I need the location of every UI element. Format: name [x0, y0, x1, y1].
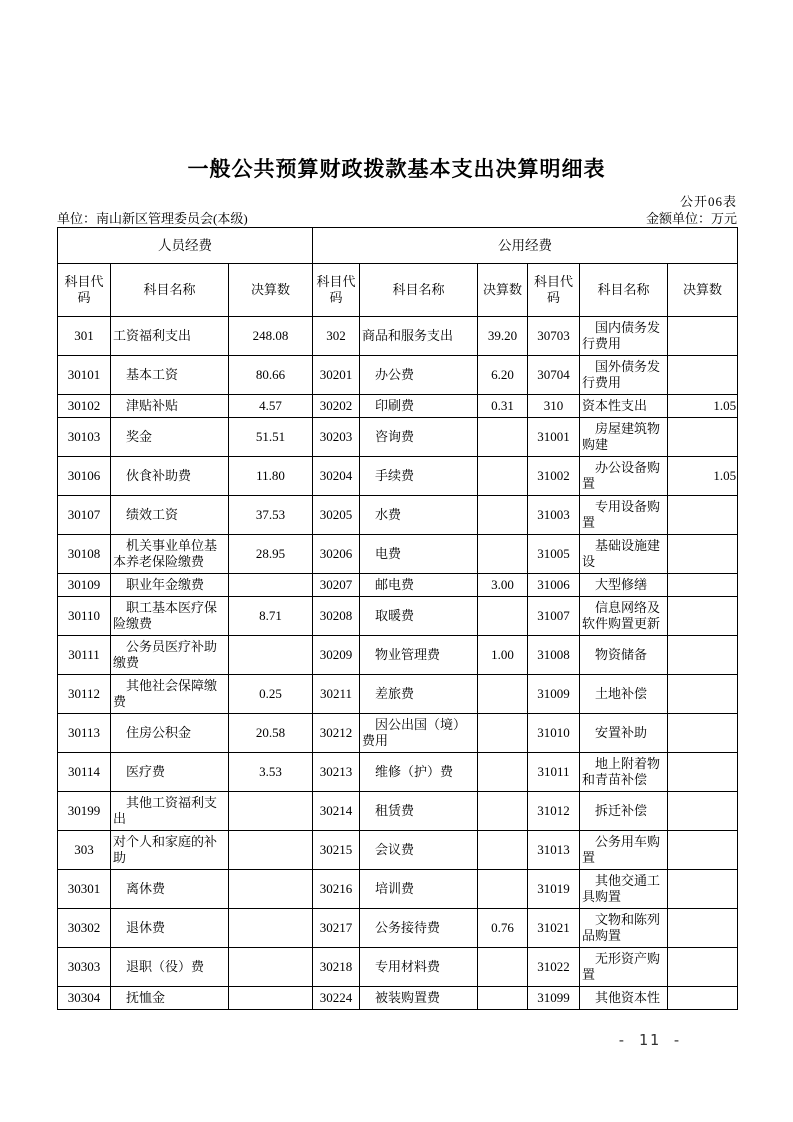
subject-name-cell: 机关事业单位基本养老保险缴费 — [111, 535, 229, 574]
subject-code-cell: 30106 — [58, 457, 111, 496]
amount-cell — [668, 753, 738, 792]
amount-cell: 248.08 — [229, 317, 313, 356]
subject-code-cell: 31007 — [528, 597, 580, 636]
amount-cell — [229, 870, 313, 909]
subject-code-cell: 30110 — [58, 597, 111, 636]
subject-name-cell: 咨询费 — [360, 418, 478, 457]
amount-cell — [478, 457, 528, 496]
subject-name-cell: 公务用车购置 — [580, 831, 668, 870]
amount-cell — [229, 987, 313, 1010]
amount-cell: 51.51 — [229, 418, 313, 457]
subject-code-cell: 31099 — [528, 987, 580, 1010]
amount-cell — [478, 496, 528, 535]
subject-name-cell: 安置补助 — [580, 714, 668, 753]
subject-code-cell: 302 — [313, 317, 360, 356]
amount-cell — [478, 675, 528, 714]
column-header-code-1: 科目代码 — [58, 264, 111, 317]
subject-code-cell: 30214 — [313, 792, 360, 831]
subject-code-cell: 30215 — [313, 831, 360, 870]
amount-cell — [668, 987, 738, 1010]
amount-cell — [478, 870, 528, 909]
amount-cell — [668, 574, 738, 597]
subject-name-cell: 地上附着物和青苗补偿 — [580, 753, 668, 792]
amount-cell — [229, 831, 313, 870]
amount-cell — [668, 496, 738, 535]
table-row — [58, 636, 738, 675]
subject-name-cell: 手续费 — [360, 457, 478, 496]
subject-code-cell: 30107 — [58, 496, 111, 535]
subject-name-cell: 其他社会保障缴费 — [111, 675, 229, 714]
subject-name-cell: 大型修缮 — [580, 574, 668, 597]
subject-name-cell: 差旅费 — [360, 675, 478, 714]
subject-code-cell: 30206 — [313, 535, 360, 574]
subject-name-cell: 租赁费 — [360, 792, 478, 831]
subject-name-cell: 取暖费 — [360, 597, 478, 636]
subject-code-cell: 30302 — [58, 909, 111, 948]
subject-code-cell: 31019 — [528, 870, 580, 909]
subject-name-cell: 物资储备 — [580, 636, 668, 675]
column-header-code-3: 科目代码 — [528, 264, 580, 317]
amount-unit-label: 金额单位：万元 — [645, 211, 737, 226]
subject-code-cell: 30103 — [58, 418, 111, 457]
table-row — [58, 317, 738, 356]
subject-code-cell: 30212 — [313, 714, 360, 753]
subject-code-cell: 31002 — [528, 457, 580, 496]
subject-name-cell: 邮电费 — [360, 574, 478, 597]
subject-code-cell: 30224 — [313, 987, 360, 1010]
subject-code-cell: 301 — [58, 317, 111, 356]
table-body — [58, 317, 738, 1010]
group-header-personnel: 人员经费 — [58, 228, 313, 264]
subject-code-cell: 30207 — [313, 574, 360, 597]
subject-name-cell: 资本性支出 — [580, 395, 668, 418]
subject-name-cell: 其他工资福利支出 — [111, 792, 229, 831]
amount-cell — [229, 792, 313, 831]
subject-name-cell: 无形资产购置 — [580, 948, 668, 987]
subject-name-cell: 维修（护）费 — [360, 753, 478, 792]
subject-name-cell: 因公出国（境）费用 — [360, 714, 478, 753]
table-row — [58, 597, 738, 636]
subject-name-cell: 其他交通工具购置 — [580, 870, 668, 909]
subject-code-cell: 31022 — [528, 948, 580, 987]
amount-cell: 28.95 — [229, 535, 313, 574]
subject-name-cell: 工资福利支出 — [111, 317, 229, 356]
amount-cell: 3.00 — [478, 574, 528, 597]
subject-code-cell: 30101 — [58, 356, 111, 395]
subject-name-cell: 公务员医疗补助缴费 — [111, 636, 229, 675]
expenditure-table — [57, 227, 738, 1010]
table-row — [58, 535, 738, 574]
meta-row — [57, 208, 737, 227]
subject-code-cell: 31001 — [528, 418, 580, 457]
amount-cell: 80.66 — [229, 356, 313, 395]
group-header-row — [58, 228, 738, 264]
subject-name-cell: 职业年金缴费 — [111, 574, 229, 597]
amount-cell — [478, 753, 528, 792]
amount-cell — [478, 948, 528, 987]
amount-cell — [229, 574, 313, 597]
subject-code-cell: 30202 — [313, 395, 360, 418]
subject-name-cell: 土地补偿 — [580, 675, 668, 714]
subject-code-cell: 30217 — [313, 909, 360, 948]
amount-cell — [668, 870, 738, 909]
subject-name-cell: 拆迁补偿 — [580, 792, 668, 831]
table-row — [58, 714, 738, 753]
amount-cell — [668, 792, 738, 831]
table-row — [58, 418, 738, 457]
amount-cell — [668, 535, 738, 574]
subject-code-cell: 31021 — [528, 909, 580, 948]
amount-cell — [478, 831, 528, 870]
subject-code-cell: 30208 — [313, 597, 360, 636]
subject-name-cell: 离休费 — [111, 870, 229, 909]
subject-name-cell: 办公设备购置 — [580, 457, 668, 496]
subject-code-cell: 30109 — [58, 574, 111, 597]
subject-name-cell: 会议费 — [360, 831, 478, 870]
subject-name-cell: 房屋建筑物购建 — [580, 418, 668, 457]
amount-cell — [668, 356, 738, 395]
column-header-row — [58, 264, 738, 317]
subject-name-cell: 绩效工资 — [111, 496, 229, 535]
subject-name-cell: 专用设备购置 — [580, 496, 668, 535]
table-row — [58, 395, 738, 418]
subject-name-cell: 伙食补助费 — [111, 457, 229, 496]
subject-name-cell: 被装购置费 — [360, 987, 478, 1010]
subject-code-cell: 30114 — [58, 753, 111, 792]
column-header-value-2: 决算数 — [478, 264, 528, 317]
amount-cell: 37.53 — [229, 496, 313, 535]
subject-name-cell: 公务接待费 — [360, 909, 478, 948]
subject-code-cell: 31003 — [528, 496, 580, 535]
page-title: 一般公共预算财政拨款基本支出决算明细表 — [187, 158, 606, 181]
unit-label: 单位：南山新区管理委员会(本级) — [57, 211, 248, 226]
subject-code-cell: 30201 — [313, 356, 360, 395]
amount-cell — [668, 317, 738, 356]
subject-code-cell: 31006 — [528, 574, 580, 597]
subject-code-cell: 30216 — [313, 870, 360, 909]
subject-code-cell: 30113 — [58, 714, 111, 753]
subject-name-cell: 水费 — [360, 496, 478, 535]
subject-name-cell: 住房公积金 — [111, 714, 229, 753]
subject-code-cell: 31011 — [528, 753, 580, 792]
column-header-value-1: 决算数 — [229, 264, 313, 317]
amount-cell — [668, 675, 738, 714]
amount-cell: 0.25 — [229, 675, 313, 714]
subject-name-cell: 退职（役）费 — [111, 948, 229, 987]
subject-name-cell: 基本工资 — [111, 356, 229, 395]
subject-code-cell: 30218 — [313, 948, 360, 987]
amount-cell — [478, 597, 528, 636]
subject-code-cell: 303 — [58, 831, 111, 870]
group-header-public: 公用经费 — [313, 228, 738, 264]
amount-cell — [478, 535, 528, 574]
subject-name-cell: 办公费 — [360, 356, 478, 395]
amount-cell — [668, 948, 738, 987]
subject-code-cell: 31010 — [528, 714, 580, 753]
subject-name-cell: 对个人和家庭的补助 — [111, 831, 229, 870]
amount-cell — [668, 909, 738, 948]
subject-code-cell: 30213 — [313, 753, 360, 792]
subject-name-cell: 其他资本性 — [580, 987, 668, 1010]
amount-cell — [668, 418, 738, 457]
subject-code-cell: 30211 — [313, 675, 360, 714]
subject-code-cell: 31005 — [528, 535, 580, 574]
amount-cell — [668, 831, 738, 870]
subject-name-cell: 物业管理费 — [360, 636, 478, 675]
subject-code-cell: 30112 — [58, 675, 111, 714]
table-row — [58, 574, 738, 597]
subject-code-cell: 31008 — [528, 636, 580, 675]
amount-cell: 11.80 — [229, 457, 313, 496]
form-number: 公开06表 — [679, 194, 737, 209]
amount-cell — [478, 418, 528, 457]
subject-code-cell: 30199 — [58, 792, 111, 831]
column-header-name-3: 科目名称 — [580, 264, 668, 317]
amount-cell — [229, 636, 313, 675]
subject-code-cell: 30102 — [58, 395, 111, 418]
subject-name-cell: 专用材料费 — [360, 948, 478, 987]
table-row — [58, 356, 738, 395]
page-number: - 11 - — [616, 1031, 683, 1049]
amount-cell — [229, 909, 313, 948]
subject-code-cell: 30205 — [313, 496, 360, 535]
subject-code-cell: 30301 — [58, 870, 111, 909]
subject-name-cell: 国外债务发行费用 — [580, 356, 668, 395]
table-row — [58, 870, 738, 909]
subject-name-cell: 基础设施建设 — [580, 535, 668, 574]
subject-code-cell: 31013 — [528, 831, 580, 870]
amount-cell: 8.71 — [229, 597, 313, 636]
subject-code-cell: 31012 — [528, 792, 580, 831]
table-row — [58, 987, 738, 1010]
amount-cell — [478, 987, 528, 1010]
amount-cell — [668, 714, 738, 753]
table-row — [58, 753, 738, 792]
subject-code-cell: 30209 — [313, 636, 360, 675]
subject-name-cell: 文物和陈列品购置 — [580, 909, 668, 948]
table-row — [58, 948, 738, 987]
subject-code-cell: 310 — [528, 395, 580, 418]
column-header-name-1: 科目名称 — [111, 264, 229, 317]
subject-name-cell: 抚恤金 — [111, 987, 229, 1010]
subject-code-cell: 30303 — [58, 948, 111, 987]
subject-code-cell: 30304 — [58, 987, 111, 1010]
subject-name-cell: 培训费 — [360, 870, 478, 909]
table-row — [58, 831, 738, 870]
amount-cell: 0.31 — [478, 395, 528, 418]
column-header-value-3: 决算数 — [668, 264, 738, 317]
subject-code-cell: 30204 — [313, 457, 360, 496]
amount-cell — [668, 597, 738, 636]
table-row — [58, 457, 738, 496]
subject-name-cell: 商品和服务支出 — [360, 317, 478, 356]
subject-name-cell: 国内债务发行费用 — [580, 317, 668, 356]
amount-cell: 1.05 — [668, 457, 738, 496]
subject-code-cell: 30111 — [58, 636, 111, 675]
amount-cell: 4.57 — [229, 395, 313, 418]
subject-name-cell: 印刷费 — [360, 395, 478, 418]
subject-name-cell: 津贴补贴 — [111, 395, 229, 418]
amount-cell — [668, 636, 738, 675]
table-row — [58, 792, 738, 831]
subject-name-cell: 奖金 — [111, 418, 229, 457]
subject-name-cell: 退休费 — [111, 909, 229, 948]
subject-code-cell: 30704 — [528, 356, 580, 395]
amount-cell — [229, 948, 313, 987]
amount-cell: 6.20 — [478, 356, 528, 395]
subject-code-cell: 31009 — [528, 675, 580, 714]
amount-cell: 20.58 — [229, 714, 313, 753]
amount-cell: 1.05 — [668, 395, 738, 418]
subject-code-cell: 30203 — [313, 418, 360, 457]
table-row — [58, 675, 738, 714]
column-header-code-2: 科目代码 — [313, 264, 360, 317]
subject-name-cell: 职工基本医疗保险缴费 — [111, 597, 229, 636]
column-header-name-2: 科目名称 — [360, 264, 478, 317]
subject-code-cell: 30703 — [528, 317, 580, 356]
amount-cell — [478, 792, 528, 831]
subject-code-cell: 30108 — [58, 535, 111, 574]
amount-cell: 3.53 — [229, 753, 313, 792]
amount-cell: 1.00 — [478, 636, 528, 675]
subject-name-cell: 电费 — [360, 535, 478, 574]
amount-cell — [478, 714, 528, 753]
table-row — [58, 909, 738, 948]
amount-cell: 39.20 — [478, 317, 528, 356]
amount-cell: 0.76 — [478, 909, 528, 948]
table-row — [58, 496, 738, 535]
subject-name-cell: 医疗费 — [111, 753, 229, 792]
subject-name-cell: 信息网络及软件购置更新 — [580, 597, 668, 636]
